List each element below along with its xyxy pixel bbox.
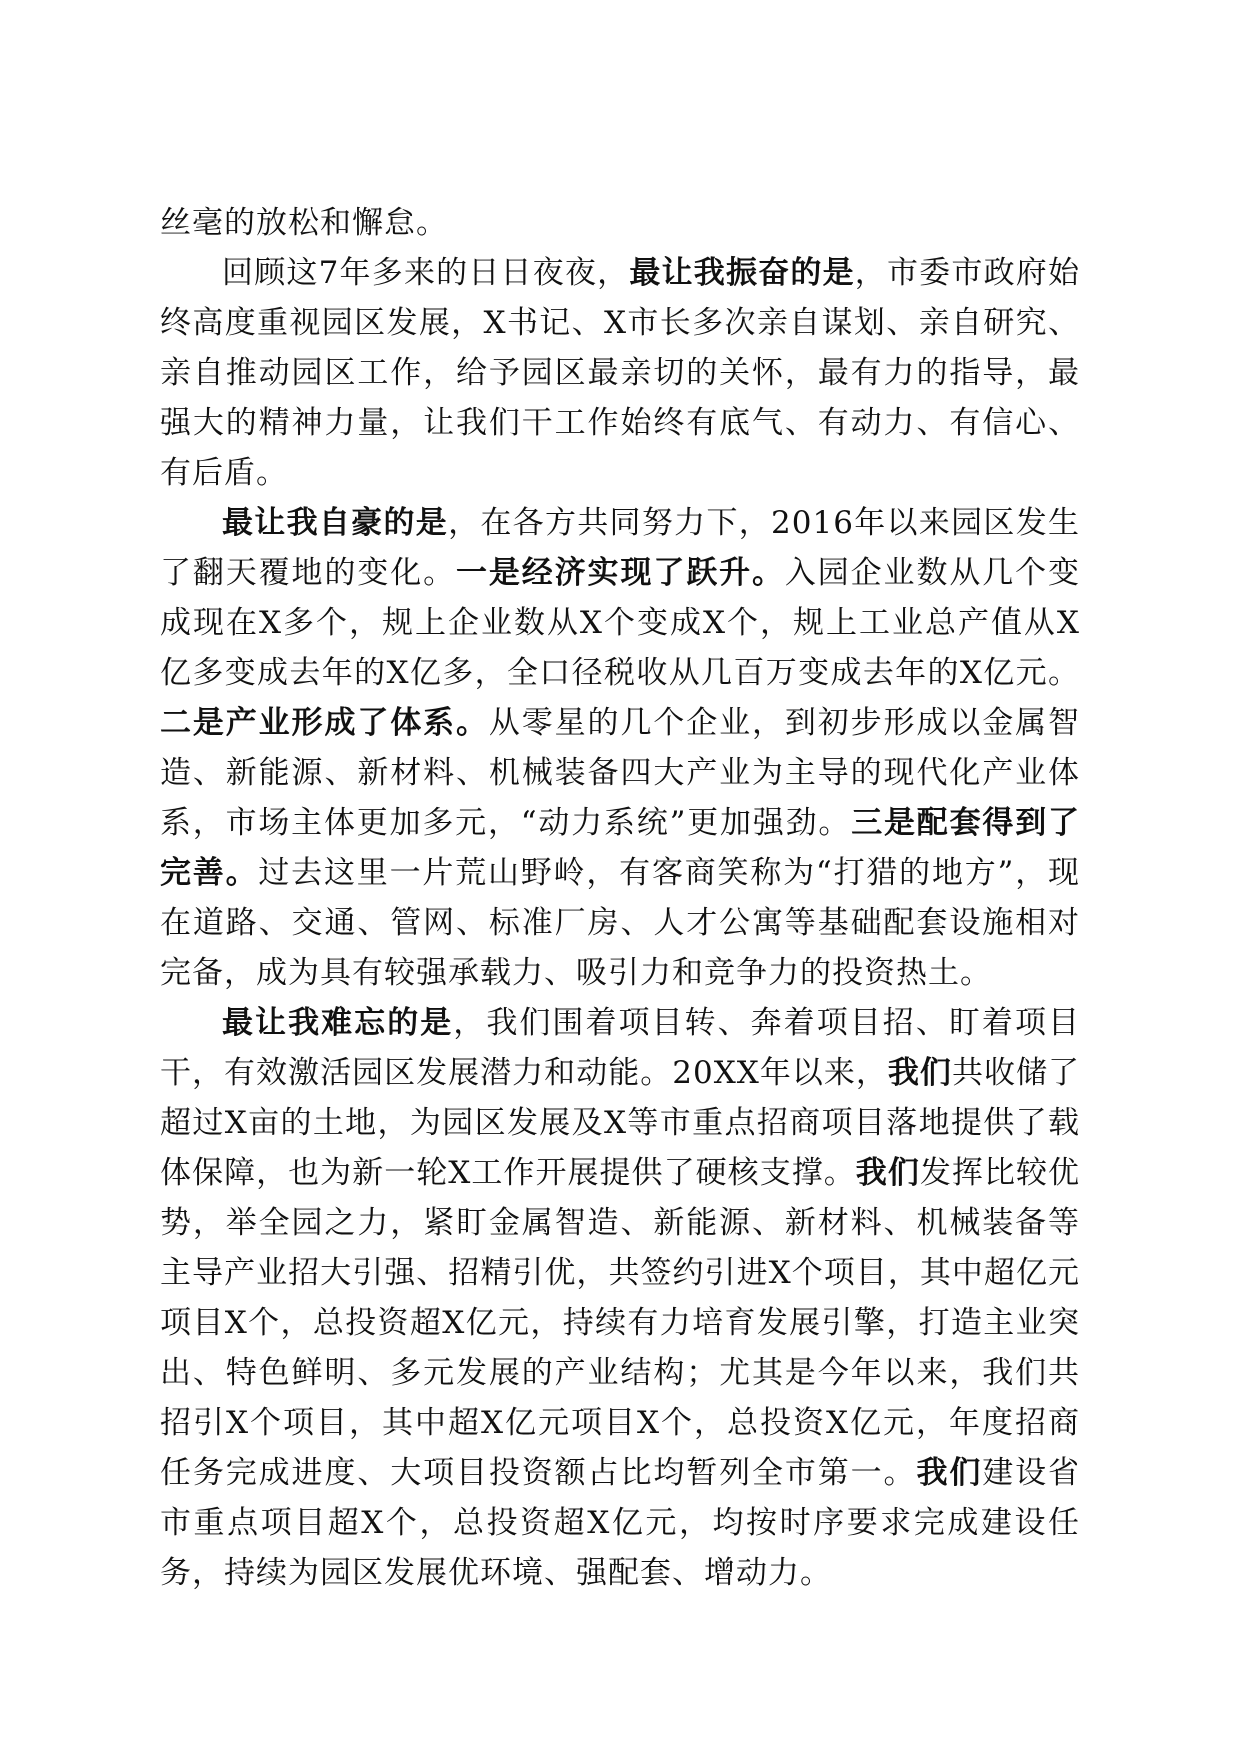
paragraph-most-inspiring <box>160 248 1080 498</box>
bold-heading-run: 最让我难忘的是 <box>222 1005 454 1041</box>
bold-heading-run: 二是产业形成了体系。 <box>160 705 489 741</box>
bold-heading-run: 我们 <box>916 1455 983 1491</box>
bold-heading-run: 最让我振奋的是 <box>629 255 855 291</box>
text-run: ，我们围着项目转、奔着项目招、盯着项目干，有效激活园区发展潜力和动能。20XX年以来， <box>160 1005 1080 1091</box>
paragraph-most-proud <box>160 498 1080 998</box>
text-run: 过去这里一片荒山野岭，有客商笑称为“打猎的地方”，现在道路、交通、管网、标准厂房、人才公寓等基础配套设施相对完备，成为具有较强承载力、吸引力和竞争力的投资热土。 <box>160 855 1080 991</box>
bold-heading-run: 我们 <box>855 1155 920 1191</box>
text-run: ，在各方共同努力下，2016年以来园区发生了翻天覆地的变化。 <box>160 505 1080 591</box>
text-run: 建设省市重点项目超X个，总投资超X亿元，均按时序要求完成建设任务，持续为园区发展优环境、强配套、增动力。 <box>160 1455 1081 1591</box>
bold-heading-run: 我们 <box>887 1055 952 1091</box>
bold-heading-run: 最让我自豪的是 <box>222 505 449 541</box>
text-run: 丝毫的放松和懈怠。 <box>160 205 448 241</box>
text-run: 从零星的几个企业，到初步形成以金属智造、新能源、新材料、机械装备四大产业为主导的现代化产业体系，市场主体更加多元，“动力系统”更加强劲。 <box>160 705 1080 841</box>
bold-heading-run: 三是配套得到了完善。 <box>160 805 1080 891</box>
paragraph-most-memorable <box>160 998 1080 1598</box>
paragraph-continuation <box>160 198 1080 248</box>
text-run: 回顾这7年多来的日日夜夜， <box>222 255 630 291</box>
text-run: 入园企业数从几个变成现在X多个，规上企业数从X个变成X个，规上工业总产值从X亿多变成去年的X亿多，全口径税收从几百万变成去年的X亿元。 <box>160 555 1081 691</box>
text-run: ，市委市政府始终高度重视园区发展，X书记、X市长多次亲自谋划、亲自研究、亲自推动园区工作，给予园区最亲切的关怀，最有力的指导，最强大的精神力量，让我们干工作始终有底气、有动力、有信心、有后盾。 <box>160 255 1080 491</box>
text-run: 共收储了超过X亩的土地，为园区发展及X等市重点招商项目落地提供了载体保障，也为新一轮X工作开展提供了硬核支撑。 <box>160 1055 1080 1191</box>
document-page <box>160 198 1080 1598</box>
bold-heading-run: 一是经济实现了跃升。 <box>456 555 785 591</box>
text-run: 发挥比较优势，举全园之力，紧盯金属智造、新能源、新材料、机械装备等主导产业招大引强、招精引优，共签约引进X个项目，其中超亿元项目X个，总投资超X亿元，持续有力培育发展引擎，打造主业突出、特色鲜明、多元发展的产业结构；尤其是今年以来，我们共招引X个项目，其中超X亿元项目X个，总投资X亿元，年度招商任务完成进度、大项目投资额占比均暂列全市第一。 <box>160 1155 1081 1491</box>
